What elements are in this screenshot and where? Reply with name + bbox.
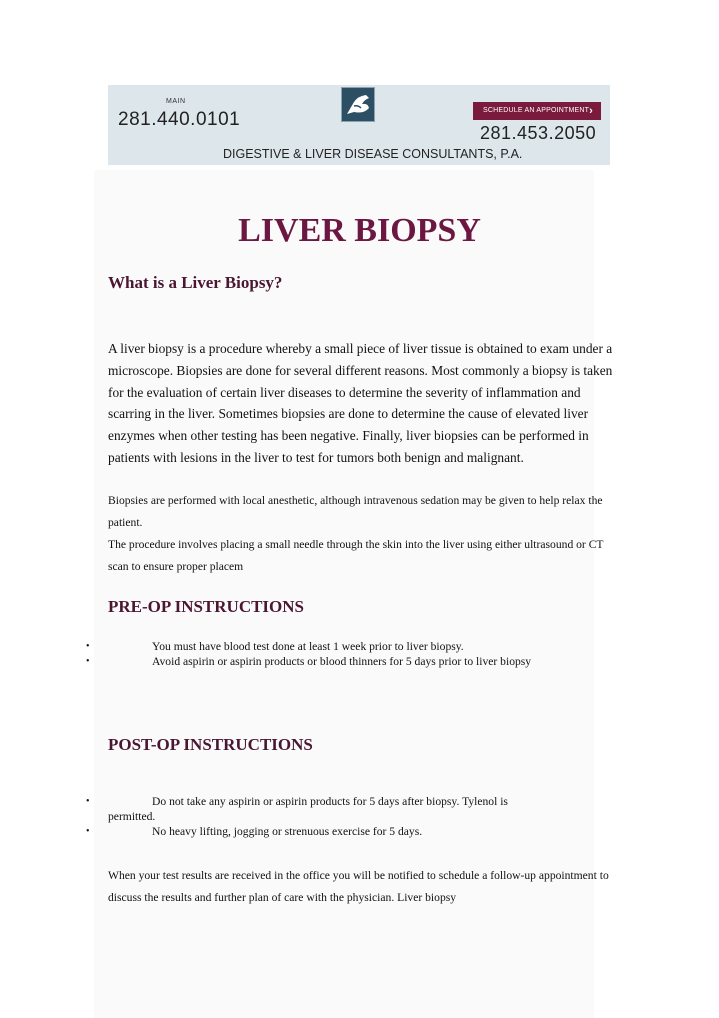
schedule-appointment-button[interactable] [473,102,601,120]
list-item [86,794,616,824]
organ-logo-icon [341,87,375,122]
anesthetic-note: Biopsies are performed with local anesthetic, although intravenous sedation may be given to help relax the patient. [108,494,603,529]
closing-paragraph: When your test results are received in the office you will be notified to schedule a follow-up appointment to discuss the results and further plan of care with the physician. Liver biopsy [108,869,609,904]
secondary-phone-number[interactable]: 281.453.2050 [480,123,597,143]
pre-op-heading: PRE-OP INSTRUCTIONS [108,597,305,616]
header-banner [108,85,610,165]
bullet-icon: • [86,796,90,807]
post-op-item-continuation: permitted. [108,810,156,823]
page-title: LIVER BIOPSY [238,212,481,249]
bullet-icon: • [86,641,90,652]
company-name: DIGESTIVE & LIVER DISEASE CONSULTANTS, P.A. [223,147,523,161]
post-op-item-text: Do not take any aspirin or aspirin products for 5 days after biopsy. Tylenol is [152,795,508,808]
pre-op-list [86,639,616,669]
post-op-heading: POST-OP INSTRUCTIONS [108,735,313,754]
what-is-heading: What is a Liver Biopsy? [108,273,283,292]
intro-paragraph: A liver biopsy is a procedure whereby a small piece of liver tissue is obtained to exam under a microscope. Biopsies are done for several different reasons. Most commonly a biopsy is taken for the evaluation of certain liver diseases to determine the severity of inflammation and scarring in the liver. Sometimes biopsies are done to determine the cause of elevated liver enzymes when other testing has been negative. Finally, liver biopsies can be performed in patients with lesions in the liver to test for tumors both benign and malignant. [108,341,613,465]
list-item [86,654,616,669]
pre-op-item-text: Avoid aspirin or aspirin products or blood thinners for 5 days prior to liver biopsy [152,655,532,668]
main-phone-label: MAIN [166,98,186,105]
pre-op-item-text: You must have blood test done at least 1 week prior to liver biopsy. [152,640,464,653]
bullet-icon: • [86,826,90,837]
post-op-list [86,794,616,839]
bullet-icon: • [86,656,90,667]
main-phone-number[interactable]: 281.440.0101 [118,109,241,130]
post-op-item-text: No heavy lifting, jogging or strenuous exercise for 5 days. [152,825,423,838]
procedure-note: The procedure involves placing a small needle through the skin into the liver using either ultrasound or CT scan to ensure proper placem [108,538,604,573]
chevron-right-icon: › [589,105,593,117]
schedule-appointment-label: SCHEDULE AN APPOINTMENT [483,107,590,114]
list-item [86,824,616,839]
list-item [86,639,616,654]
